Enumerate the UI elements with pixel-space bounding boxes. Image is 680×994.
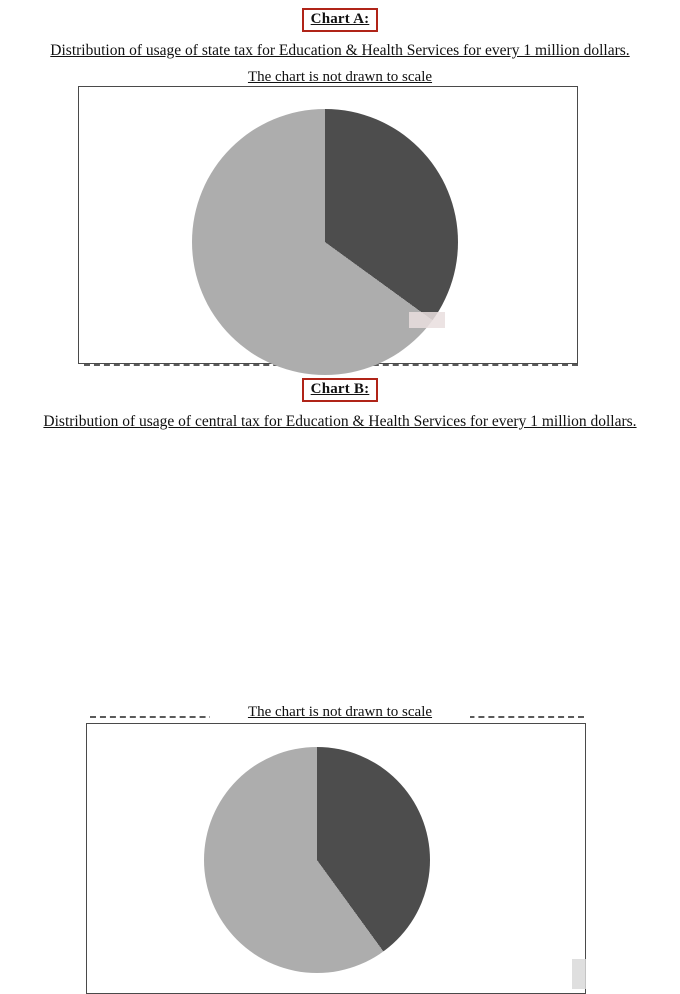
chart-b-title-badge: Chart B: xyxy=(302,378,379,402)
chart-a-frame xyxy=(78,86,578,364)
chart-a-title-badge: Chart A: xyxy=(302,8,379,32)
chart-a-block xyxy=(0,8,680,86)
chart-a-pie xyxy=(192,109,458,375)
chart-b-pie xyxy=(204,747,430,973)
chart-b-block xyxy=(0,378,680,432)
chart-a-scale-note: The chart is not drawn to scale xyxy=(247,69,433,85)
chart-b-subtitle: Distribution of usage of central tax for Education & Health Services for every 1 million dollars. xyxy=(43,413,637,430)
chart-a-title-row xyxy=(0,8,680,32)
chart-a-subtitle: Distribution of usage of state tax for Education & Health Services for every 1 million dollars. xyxy=(50,42,630,59)
chart-b-frame xyxy=(86,723,586,994)
chart-b-title-row xyxy=(0,378,680,402)
chart-a-pie-graphic xyxy=(192,109,458,375)
chart-b-pie-graphic xyxy=(204,747,430,973)
chart-a-paper-smudge xyxy=(409,312,445,328)
chart-b-paper-smudge xyxy=(572,959,586,989)
chart-b-scale-note: The chart is not drawn to scale xyxy=(210,703,470,721)
